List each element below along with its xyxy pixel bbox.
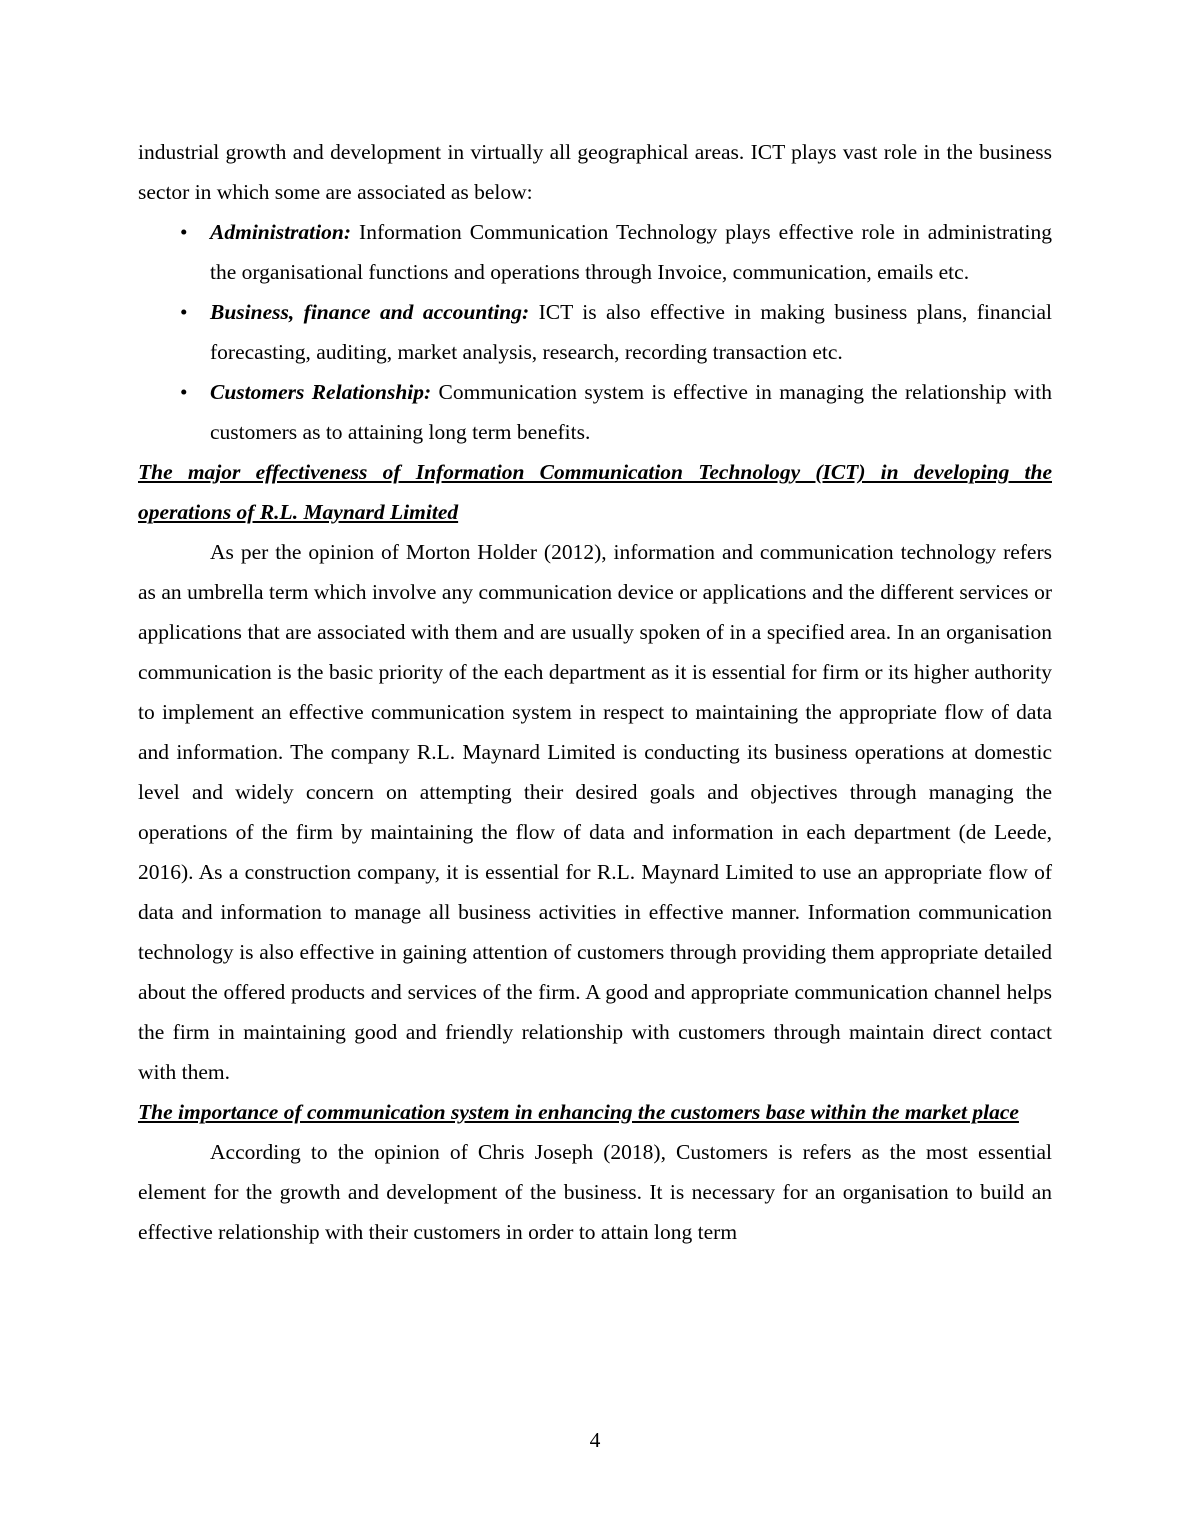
- list-item-text: ICT is also effective in making business plans, financial forecasting, auditing, market analysis, research, recording transaction etc.: [210, 300, 1053, 364]
- list-item-lead: Administration:: [210, 220, 351, 244]
- page-number: 4: [589, 1428, 601, 1452]
- ict-roles-list: [138, 212, 1052, 452]
- body-paragraph-customers-base: According to the opinion of Chris Joseph (2018), Customers is refers as the most essential element for the growth and development of the business. It is necessary for an organisation to build an effective relationship with their customers in order to attain long term: [138, 1140, 1052, 1244]
- list-item-text: Communication system is effective in managing the relationship with customers as to attaining long term benefits.: [210, 380, 1053, 444]
- list-item-lead: Business, finance and accounting:: [210, 300, 530, 324]
- section-heading-major-effectiveness: The major effectiveness of Information Communication Technology (ICT) in developing the operations of R.L. Maynard Limited: [138, 460, 1052, 524]
- list-item-lead: Customers Relationship:: [210, 380, 432, 404]
- list-item: [138, 212, 1052, 292]
- bullet-icon: •: [180, 220, 188, 244]
- intro-paragraph: industrial growth and development in virtually all geographical areas. ICT plays vast role in the business sector in which some are associated as below:: [138, 140, 1052, 204]
- section-heading-importance-communication: The importance of communication system in enhancing the customers base within the market place: [138, 1100, 1019, 1124]
- bullet-icon: •: [180, 300, 188, 324]
- list-item-text: Information Communication Technology plays effective role in administrating the organisational functions and operations through Invoice, communication, emails etc.: [210, 220, 1052, 284]
- list-item: [138, 372, 1052, 452]
- list-item: [138, 292, 1052, 372]
- body-paragraph-ict-operations: As per the opinion of Morton Holder (2012), information and communication technology refers as an umbrella term which involve any communication device or applications and the different services or applications that are associated with them and are usually spoken of in a specified area. In an organisation communication is the basic priority of the each department as it is essential for firm or its higher authority to implement an effective communication system in respect to maintaining the appropriate flow of data and information. The company R.L. Maynard Limited is conducting its business operations at domestic level and widely concern on attempting their desired goals and objectives through managing the operations of the firm by maintaining the flow of data and information in each department (de Leede, 2016). As a construction company, it is essential for R.L. Maynard Limited to use an appropriate flow of data and information to manage all business activities in effective manner. Information communication technology is also effective in gaining attention of customers through providing them appropriate detailed about the offered products and services of the firm. A good and appropriate communication channel helps the firm in maintaining good and friendly relationship with customers through maintain direct contact with them.: [138, 540, 1052, 1084]
- bullet-icon: •: [180, 380, 188, 404]
